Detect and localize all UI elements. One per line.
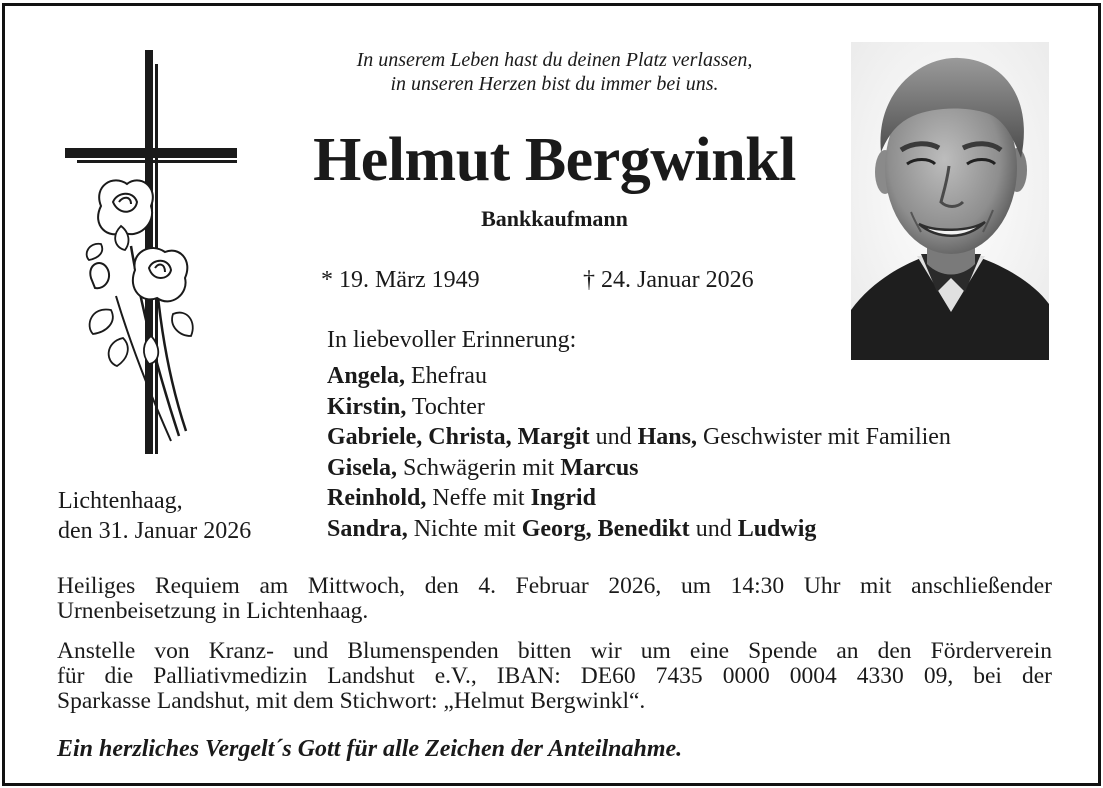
deceased-profession: Bankkaufmann <box>481 206 628 231</box>
mourner-name: Kirstin, <box>327 393 407 420</box>
requiem-line-2: Urnenbeisetzung in Lichtenhaag. <box>57 598 369 624</box>
mourner-name: Marcus <box>560 454 639 481</box>
cross-with-roses-icon <box>61 46 243 456</box>
mourner-name: Georg, Benedikt <box>521 515 690 542</box>
motto-line-1: In unserem Leben hast du deinen Platz verlassen, <box>356 49 753 71</box>
mourner-name: Sandra, <box>327 515 408 542</box>
requiem-line-1: Heiliges Requiem am Mittwoch, den 4. Februar 2026, um 14:30 Uhr mit anschließender <box>57 573 1052 599</box>
mourner-row <box>327 453 1067 484</box>
mourner-relation: Geschwister mit Familien <box>696 424 951 450</box>
motto-line-2: in unseren Herzen bist du immer bei uns. <box>390 73 719 95</box>
mourner-name: Reinhold, <box>327 485 427 511</box>
donation-info <box>57 639 1052 714</box>
thanks-line: Ein herzliches Vergelt´s Gott für alle Zeichen der Anteilnahme. <box>57 736 683 762</box>
donation-line-2: für die Palliativmedizin Landshut e.V., IBAN: DE60 7435 0000 0004 4330 09, bei der <box>57 663 1052 689</box>
deceased-name: Helmut Bergwinkl <box>313 126 796 194</box>
birth-date: * 19. März 1949 <box>321 267 480 293</box>
mourner-row <box>327 422 1067 453</box>
obituary-notice <box>2 3 1101 786</box>
place-date-line-2: den 31. Januar 2026 <box>58 518 252 544</box>
place-date-line-1: Lichtenhaag, <box>58 488 183 514</box>
mourner-relation: Tochter <box>406 393 485 420</box>
mourner-row <box>327 514 1067 545</box>
mourners-list <box>327 361 1067 544</box>
mourner-name: Angela, <box>327 363 405 389</box>
portrait-photo <box>851 42 1049 360</box>
mourner-name: Gabriele, Christa, Margit <box>327 424 590 450</box>
mourner-relation: Nichte mit <box>407 515 522 542</box>
mourner-relation: und <box>589 424 638 450</box>
place-date <box>58 486 251 546</box>
mourner-row <box>327 483 1067 514</box>
mourner-name: Gisela, <box>327 454 397 481</box>
mourners-heading: In liebevoller Erinnerung: <box>327 327 577 353</box>
mourner-relation: Ehefrau <box>405 363 487 389</box>
mourner-row <box>327 392 1067 423</box>
mourner-name: Hans, <box>637 424 697 450</box>
donation-line-1: Anstelle von Kranz- und Blumenspenden bitten wir um eine Spende an den Förderverein <box>57 638 1052 664</box>
requiem-info <box>57 574 1052 624</box>
mourner-relation: und <box>689 515 738 542</box>
mourner-relation: Neffe mit <box>426 485 531 511</box>
mourner-name: Ludwig <box>737 515 817 542</box>
death-date: † 24. Januar 2026 <box>583 267 754 293</box>
mourner-name: Ingrid <box>530 485 596 511</box>
donation-line-3: Sparkasse Landshut, mit dem Stichwort: „Helmut Bergwinkl“. <box>57 688 646 714</box>
mourner-relation: Schwägerin mit <box>397 454 561 481</box>
mourner-row <box>327 361 1067 392</box>
